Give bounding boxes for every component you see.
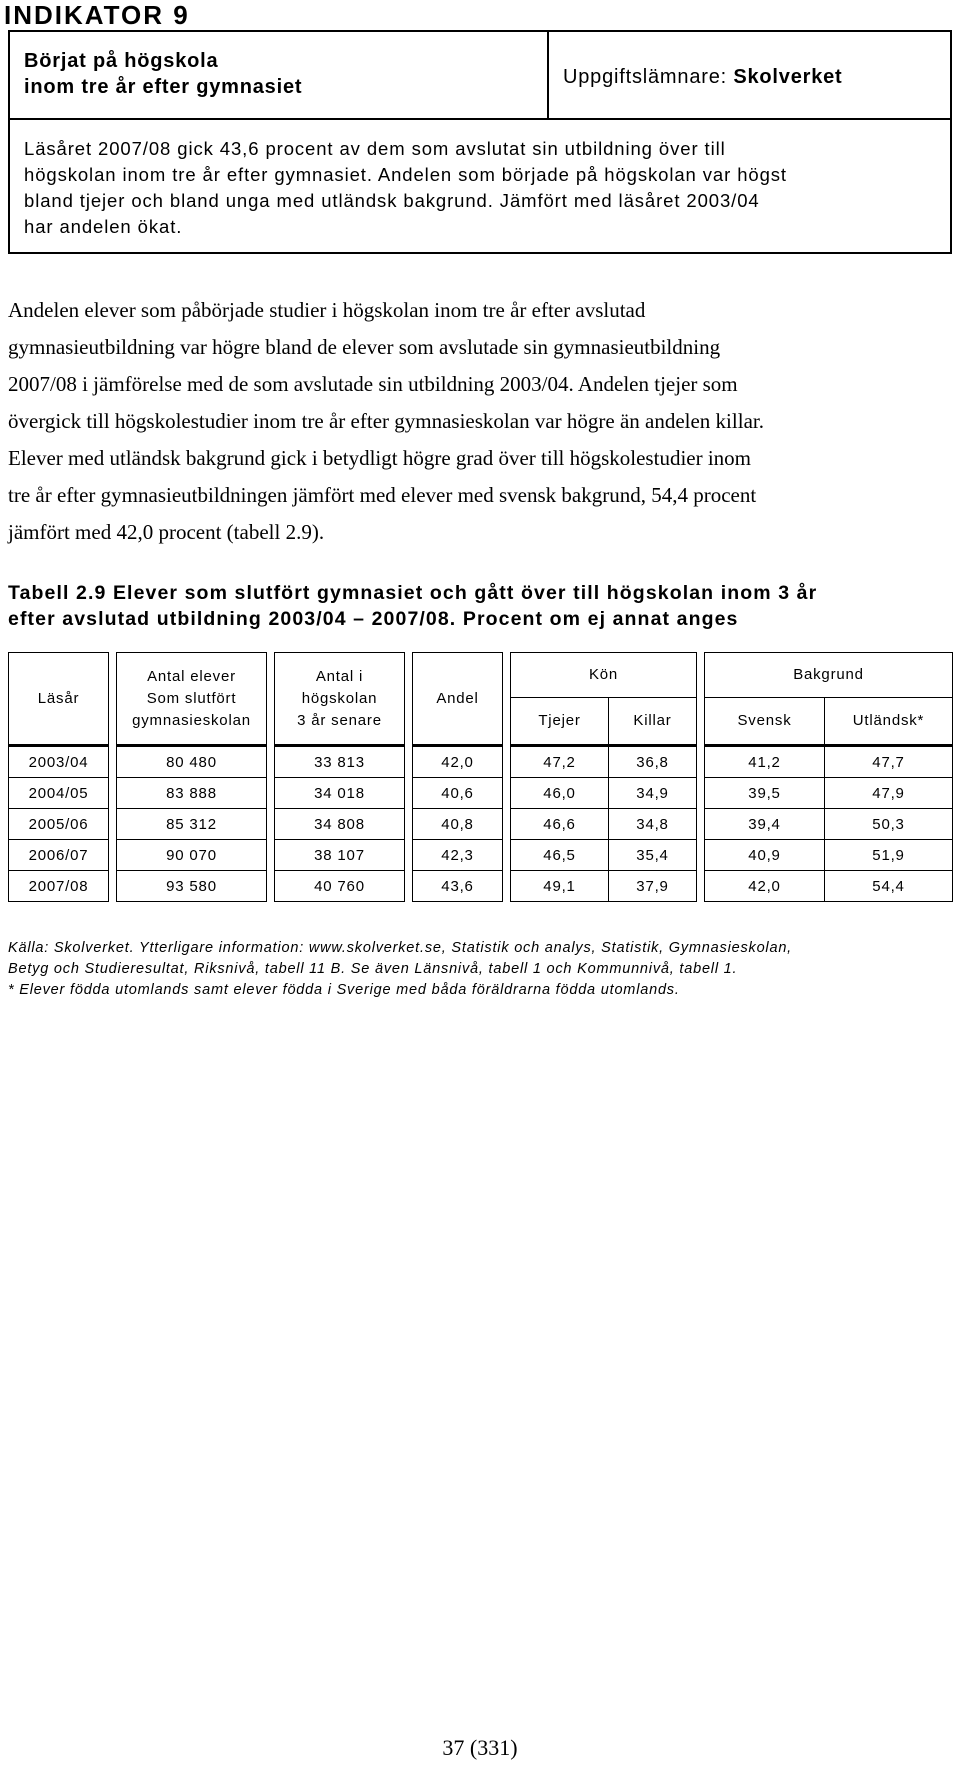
cell-svensk: 41,2 (705, 746, 825, 778)
table-caption-line: Tabell 2.9 Elever som slutfört gymnasiet och gått över till högskolan inom 3 år (8, 582, 818, 604)
header-antal-elever (117, 653, 267, 746)
header-svensk: Svensk (705, 698, 825, 746)
cell-lasar: 2006/07 (9, 840, 109, 871)
cell-svensk: 42,0 (705, 871, 825, 902)
cell-antal-hogskola: 34 018 (275, 778, 405, 809)
cell-utlandsk: 47,7 (825, 746, 953, 778)
body-line: övergick till högskolestudier inom tre år efter gymnasieskolan var högre än andelen killar. (8, 409, 764, 433)
cell-andel: 40,8 (413, 809, 503, 840)
header-andel: Andel (413, 653, 503, 746)
cell-antal-hogskola: 33 813 (275, 746, 405, 778)
cell-andel: 42,0 (413, 746, 503, 778)
table-caption (8, 580, 952, 632)
cell-andel: 42,3 (413, 840, 503, 871)
header-bakgrund: Bakgrund (705, 653, 953, 698)
body-line: Elever med utländsk bakgrund gick i betydligt högre grad över till högskolestudier inom (8, 446, 752, 470)
body-paragraph (8, 292, 952, 551)
header-utlandsk: Utländsk* (825, 698, 953, 746)
cell-killar: 36,8 (609, 746, 697, 778)
body-line: jämfört med 42,0 procent (tabell 2.9). (8, 520, 325, 544)
cell-antal-hogskola: 38 107 (275, 840, 405, 871)
table-row (9, 746, 953, 778)
source-note-line: Källa: Skolverket. Ytterligare information: www.skolverket.se, Statistik och analys, Statistik, Gymnasieskolan, (8, 940, 793, 956)
table-row (9, 809, 953, 840)
summary-heading-line: inom tre år efter gymnasiet (24, 76, 303, 98)
cell-andel: 43,6 (413, 871, 503, 902)
source-notes (8, 938, 952, 1001)
cell-antal-hogskola: 34 808 (275, 809, 405, 840)
cell-killar: 37,9 (609, 871, 697, 902)
header-antal-hogskola (275, 653, 405, 746)
summary-line: bland tjejer och bland unga med utländsk bakgrund. Jämfört med läsåret 2003/04 (24, 190, 760, 211)
cell-andel: 40,6 (413, 778, 503, 809)
cell-antal-elever: 83 888 (117, 778, 267, 809)
header-line: Antal i (315, 667, 364, 685)
header-tjejer: Tjejer (511, 698, 609, 746)
data-provider-name: Skolverket (733, 66, 843, 88)
cell-lasar: 2005/06 (9, 809, 109, 840)
cell-antal-elever: 80 480 (117, 746, 267, 778)
cell-tjejer: 46,5 (511, 840, 609, 871)
cell-antal-elever: 85 312 (117, 809, 267, 840)
table-caption-line: efter avslutad utbildning 2003/04 – 2007/08. Procent om ej annat anges (8, 608, 739, 630)
header-lasar: Läsår (9, 653, 109, 746)
cell-tjejer: 47,2 (511, 746, 609, 778)
footnote: * Elever födda utomlands samt elever födda i Sverige med båda föräldrarna födda utomlands. (8, 982, 680, 998)
body-line: Andelen elever som påbörjade studier i högskolan inom tre år efter avslutad (8, 298, 646, 322)
data-provider-label: Uppgiftslämnare: (563, 66, 734, 88)
summary-box (8, 30, 952, 254)
summary-line: har andelen ökat. (24, 216, 183, 237)
cell-utlandsk: 54,4 (825, 871, 953, 902)
summary-line: Läsåret 2007/08 gick 43,6 procent av dem som avslutat sin utbildning över till (24, 138, 726, 159)
cell-antal-elever: 90 070 (117, 840, 267, 871)
cell-lasar: 2007/08 (9, 871, 109, 902)
cell-killar: 34,8 (609, 809, 697, 840)
source-note-line: Betyg och Studieresultat, Riksnivå, tabell 11 B. Se även Länsnivå, tabell 1 och Kommunnivå, tabell 1. (8, 961, 738, 977)
cell-utlandsk: 51,9 (825, 840, 953, 871)
cell-lasar: 2003/04 (9, 746, 109, 778)
header-line: 3 år senare (297, 711, 382, 729)
header-line: högskolan (301, 689, 378, 707)
table-row (9, 840, 953, 871)
body-line: tre år efter gymnasieutbildningen jämfört med elever med svensk bakgrund, 54,4 procent (8, 483, 757, 507)
summary-line: högskolan inom tre år efter gymnasiet. Andelen som började på högskolan var högst (24, 164, 787, 185)
cell-tjejer: 46,0 (511, 778, 609, 809)
statistics-table (8, 652, 953, 902)
header-line: gymnasieskolan (132, 711, 251, 729)
cell-svensk: 40,9 (705, 840, 825, 871)
indicator-title: INDIKATOR 9 (4, 0, 190, 30)
cell-killar: 35,4 (609, 840, 697, 871)
data-provider (563, 66, 843, 89)
summary-text (24, 136, 944, 240)
header-kon: Kön (511, 653, 697, 698)
cell-svensk: 39,5 (705, 778, 825, 809)
cell-antal-hogskola: 40 760 (275, 871, 405, 902)
cell-killar: 34,9 (609, 778, 697, 809)
cell-tjejer: 49,1 (511, 871, 609, 902)
header-line: Antal elever (147, 667, 236, 685)
summary-heading (10, 32, 549, 118)
cell-lasar: 2004/05 (9, 778, 109, 809)
body-line: 2007/08 i jämförelse med de som avslutade sin utbildning 2003/04. Andelen tjejer som (8, 372, 738, 396)
cell-tjejer: 46,6 (511, 809, 609, 840)
summary-heading-line: Börjat på högskola (24, 50, 219, 72)
header-line: Som slutfört (146, 689, 237, 707)
summary-header (10, 32, 950, 120)
page-number: 37 (331) (442, 1735, 518, 1760)
body-line: gymnasieutbildning var högre bland de elever som avslutade sin gymnasieutbildning (8, 335, 721, 359)
cell-svensk: 39,4 (705, 809, 825, 840)
cell-utlandsk: 50,3 (825, 809, 953, 840)
header-killar: Killar (609, 698, 697, 746)
cell-utlandsk: 47,9 (825, 778, 953, 809)
table-row (9, 778, 953, 809)
table-row (9, 871, 953, 902)
cell-antal-elever: 93 580 (117, 871, 267, 902)
